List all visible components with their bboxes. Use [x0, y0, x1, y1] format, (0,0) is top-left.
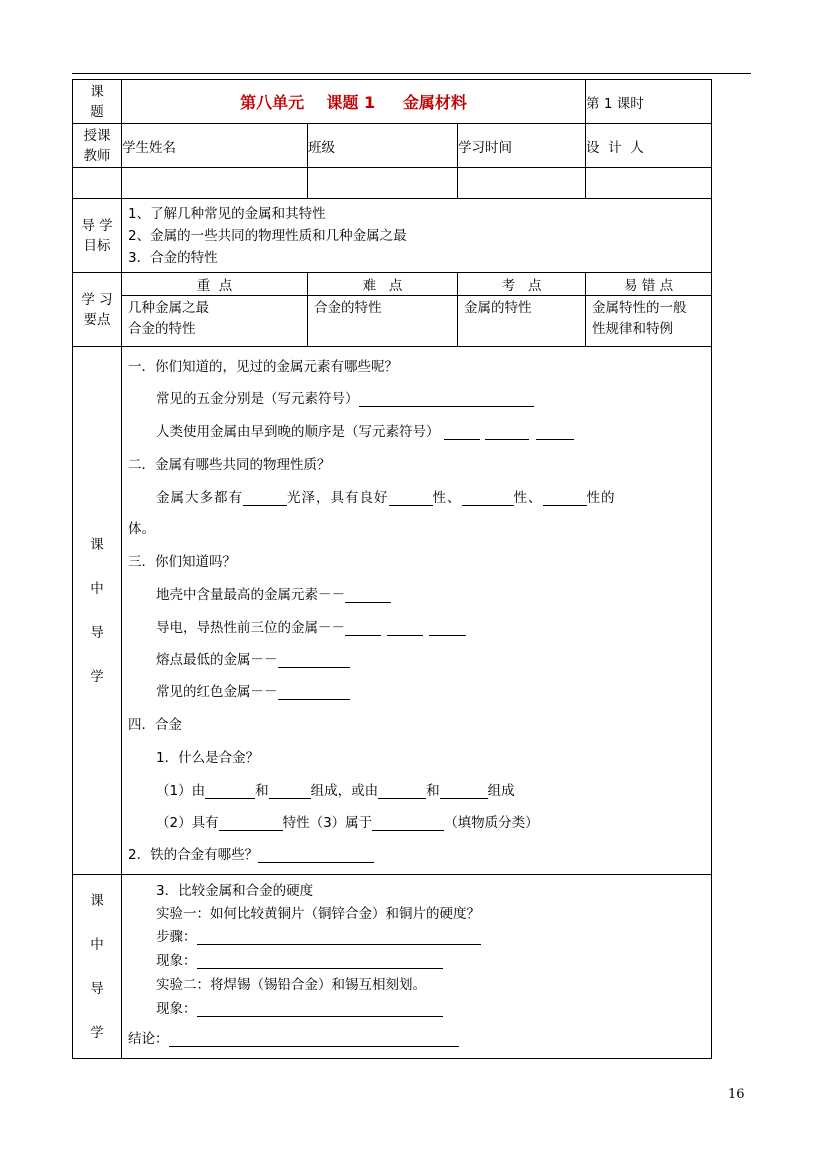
section2-row: [73, 875, 712, 1059]
period: 第 1 课时: [586, 80, 712, 124]
difficulty-header: 难 点: [308, 273, 458, 296]
error-prone-value: 金属特性的一般 性规律和特例: [586, 296, 712, 347]
q5-row: 2．铁的合金有哪些？: [128, 843, 374, 863]
q1-text: 一．你们知道的，见过的金属元素有哪些呢？: [128, 359, 398, 375]
answer-line[interactable]: [219, 816, 283, 831]
exam-point-value: 金属的特性: [458, 296, 586, 347]
section1-label: 课 中 导 学: [73, 347, 122, 875]
q4a-text: 1．什么是合金？: [156, 750, 260, 766]
answer-line[interactable]: [485, 425, 529, 440]
answer-line[interactable]: [243, 491, 287, 506]
class-field[interactable]: [308, 168, 458, 199]
answer-line[interactable]: [278, 685, 350, 700]
info-blank-row: [73, 168, 712, 199]
designer-label: 设 计 人: [586, 124, 712, 168]
answer-line[interactable]: [462, 491, 514, 506]
designer-field[interactable]: [586, 168, 712, 199]
q1a-row: 常见的五金分别是（写元素符号）: [156, 387, 534, 407]
keypoint-header: 重 点: [122, 273, 308, 296]
s2-q4-row: 现象：: [156, 949, 443, 969]
answer-line[interactable]: [389, 491, 433, 506]
s2-q5: 实验二：将焊锡（锡铅合金）和锡互相刻划。: [156, 977, 426, 993]
keypoint-value: 几种金属之最 合金的特性: [122, 296, 308, 347]
answer-line[interactable]: [429, 621, 466, 636]
q2a-row: 金属大多都有 光泽，具有良好 性、 性、 性的: [156, 490, 616, 506]
blank-cell: [73, 168, 122, 199]
goal-item: 3．合金的特性: [128, 249, 218, 266]
section1-content: [122, 347, 712, 875]
topic-label: 课 题: [73, 80, 122, 124]
error-prone-header: 易 错 点: [586, 273, 712, 296]
study-time-field[interactable]: [458, 168, 586, 199]
answer-line[interactable]: [372, 816, 444, 831]
lesson-title: 第八单元 课题 1 金属材料: [122, 80, 586, 124]
goal-item: 1、了解几种常见的金属和其特性: [128, 205, 326, 222]
difficulty-value: 合金的特性: [308, 296, 458, 347]
title-row: [73, 80, 712, 124]
goals-label: 导 学 目标: [73, 199, 122, 273]
s2-q2: 实验一：如何比较黄铜片（铜锌合金）和铜片的硬度？: [156, 906, 480, 922]
keypoints-values-row: [73, 296, 712, 347]
s2-q1: 3．比较金属和合金的硬度: [156, 883, 314, 899]
answer-line[interactable]: [543, 491, 587, 506]
q1b-row: 人类使用金属由早到晚的顺序是（写元素符号）: [156, 420, 574, 440]
q4c-row: （2）具有 特性（3）属于 （填物质分类）: [156, 815, 539, 831]
keypoints-label: 学 习 要点: [73, 273, 122, 347]
q3a-row: 地壳中含量最高的金属元素－－: [156, 583, 391, 603]
answer-line[interactable]: [197, 930, 481, 945]
section2-content: [122, 875, 712, 1059]
keypoints-header-row: [73, 273, 712, 296]
student-name-field[interactable]: [122, 168, 308, 199]
q3b-row: 导电，导热性前三位的金属－－: [156, 616, 466, 636]
goals-row: [73, 199, 712, 273]
goals-list: [122, 199, 712, 273]
teacher-label: 授课 教师: [73, 124, 122, 168]
answer-line[interactable]: [444, 425, 480, 440]
goal-item: 2、金属的一些共同的物理性质和几种金属之最: [128, 227, 407, 244]
answer-line[interactable]: [278, 653, 350, 668]
info-row: [73, 124, 712, 168]
q3d-row: 常见的红色金属－－: [156, 680, 350, 700]
answer-line[interactable]: [258, 848, 374, 863]
study-time-label: 学习时间: [458, 124, 586, 168]
lesson-table: [72, 79, 712, 1059]
q3c-row: 熔点最低的金属－－: [156, 648, 350, 668]
answer-line[interactable]: [169, 1032, 459, 1047]
s2-q7-row: 结论：: [128, 1027, 459, 1047]
q3-text: 三．你们知道吗？: [128, 554, 236, 570]
header-rule: [72, 73, 751, 74]
answer-line[interactable]: [359, 392, 534, 407]
answer-line[interactable]: [387, 621, 423, 636]
q4-text: 四．合金: [128, 717, 182, 733]
q2-text: 二．金属有哪些共同的物理性质？: [128, 457, 331, 473]
answer-line[interactable]: [345, 621, 381, 636]
answer-line[interactable]: [205, 784, 255, 799]
answer-line[interactable]: [536, 425, 574, 440]
student-name-label: 学生姓名: [122, 124, 308, 168]
answer-line[interactable]: [269, 784, 311, 799]
answer-line[interactable]: [440, 784, 488, 799]
s2-q6-row: 现象：: [156, 997, 443, 1017]
page-number: 16: [728, 1087, 745, 1102]
class-label: 班级: [308, 124, 458, 168]
answer-line[interactable]: [197, 1002, 443, 1017]
exam-point-header: 考 点: [458, 273, 586, 296]
answer-line[interactable]: [378, 784, 426, 799]
q2a-continued: 体。: [128, 521, 155, 537]
answer-line[interactable]: [197, 954, 443, 969]
s2-q3-row: 步骤：: [156, 925, 481, 945]
section2-label: 课 中 导 学: [73, 875, 122, 1059]
q4b-row: （1）由 和 组成，或由 和 组成: [156, 783, 515, 799]
answer-line[interactable]: [345, 588, 391, 603]
section1-row: [73, 347, 712, 875]
